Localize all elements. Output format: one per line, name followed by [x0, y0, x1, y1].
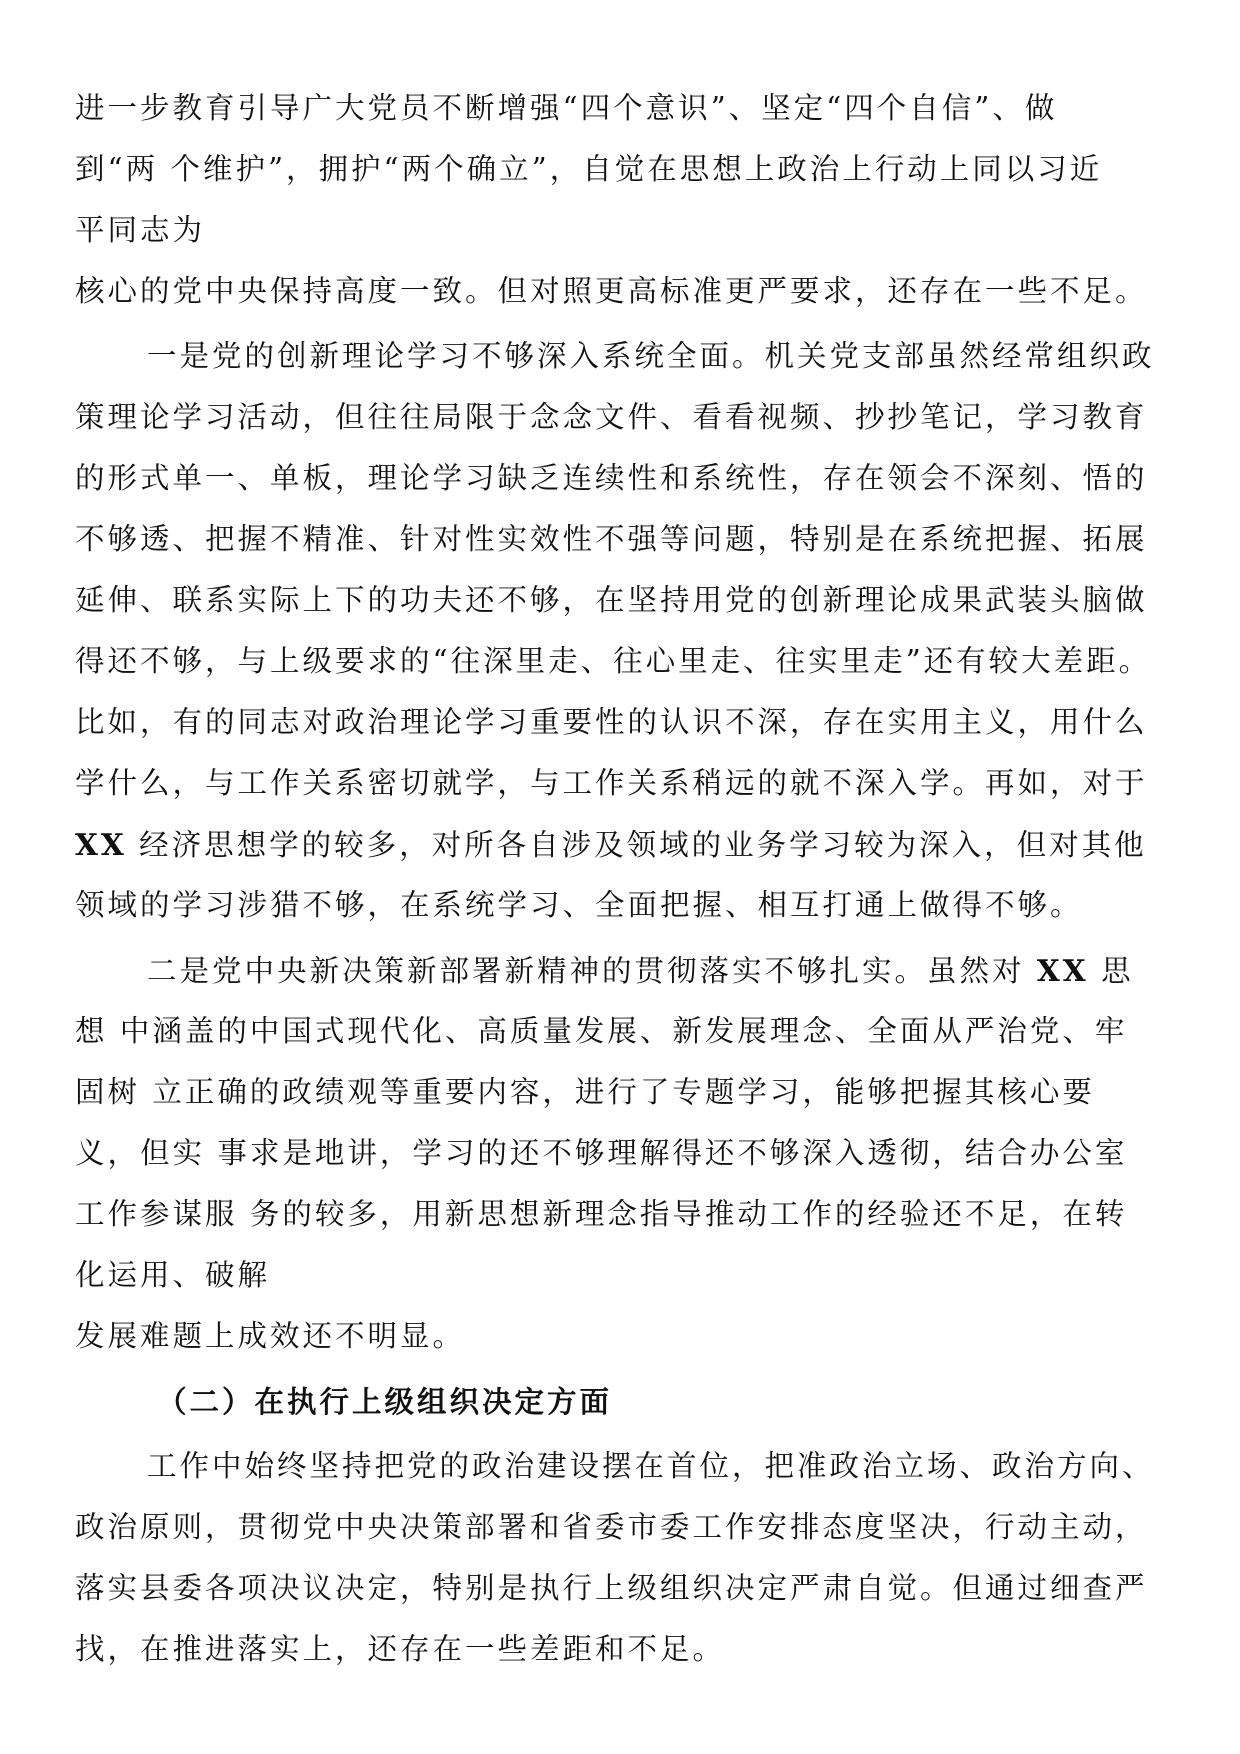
text-line: 想 中涵盖的中国式现代化、高质量发展、新发展理念、全面从严治党、牢: [75, 1014, 1128, 1048]
text-segment: 思: [1101, 954, 1134, 988]
text-line: 化运用、破解: [75, 1258, 271, 1292]
text-line: 找，在推进落实上，还存在一些差距和不足。: [75, 1632, 726, 1666]
text-line: 工作参谋服 务的较多，用新思想新理念指导推动工作的经验还不足，在转: [75, 1197, 1128, 1231]
text-line: [75, 940, 1165, 1001]
placeholder-xx: XX: [1036, 953, 1089, 988]
text-line: 义，但实 事求是地讲，学习的还不够理解得还不够深入透彻，结合办公室: [75, 1136, 1128, 1170]
paragraph-point-one: [75, 326, 1165, 936]
text-line: 到“两 个维护”，拥护“两个确立”，自觉在思想上政治上行动上同以习近: [75, 152, 1103, 186]
text-line: 发展难题上成效还不明显。: [75, 1319, 466, 1353]
text-line: 比如，有的同志对政治理论学习重要性的认识不深，存在实用主义，用什么: [75, 705, 1148, 739]
paragraph-execution: [75, 1436, 1165, 1680]
text-line: 一是党的创新理论学习不够深入系统全面。机关党支部虽然经常组织政: [147, 339, 1155, 373]
text-line: 不够透、把握不精准、针对性实效性不强等问题，特别是在系统把握、拓展: [75, 522, 1148, 556]
text-line: 学什么，与工作关系密切就学，与工作关系稍远的就不深入学。再如，对于: [75, 766, 1148, 800]
text-line: 核心的党中央保持高度一致。但对照更高标准更严要求，还存在一些不足。: [75, 274, 1148, 308]
text-line: [75, 814, 1165, 875]
text-segment: 二是党中央新决策新部署新精神的贯彻落实不够扎实。虽然对: [147, 954, 1025, 988]
text-line: 工作中始终坚持把党的政治建设摆在首位，把准政治立场、政治方向、: [147, 1449, 1155, 1483]
text-line: 进一步教育引导广大党员不断增强“四个意识”、坚定“四个自信”、做: [75, 91, 1058, 125]
paragraph-point-two: [75, 940, 1165, 1367]
text-line: 领域的学习涉猎不够，在系统学习、全面把握、相互打通上做得不够。: [75, 888, 1083, 922]
text-line: 政治原则，贯彻党中央决策部署和省委市委工作安排态度坚决，行动主动，: [75, 1510, 1148, 1544]
text-line: 得还不够，与上级要求的“往深里走、往心里走、往实里走”还有较大差距。: [75, 644, 1152, 678]
text-segment: 经济思想学的较多，对所各自涉及领域的业务学习较为深入，但对其他: [139, 828, 1147, 862]
text-line: 固树 立正确的政绩观等重要内容，进行了专题学习，能够把握其核心要: [75, 1075, 1095, 1109]
paragraph-intro: [75, 78, 1165, 322]
document-page: [75, 78, 1165, 1680]
text-line: 策理论学习活动，但往往局限于念念文件、看看视频、抄抄笔记，学习教育: [75, 400, 1148, 434]
text-line: 的形式单一、单板，理论学习缺乏连续性和系统性，存在领会不深刻、悟的: [75, 461, 1148, 495]
heading-text: （二）在执行上级组织决定方面: [157, 1384, 613, 1419]
placeholder-xx: XX: [75, 827, 127, 862]
text-line: 落实县委各项决议决定，特别是执行上级组织决定严肃自觉。但通过细查严: [75, 1571, 1148, 1605]
text-line: 延伸、联系实际上下的功夫还不够，在坚持用党的创新理论成果武装头脑做: [75, 583, 1148, 617]
section-heading: [75, 1371, 1165, 1432]
text-line: 平同志为: [75, 213, 206, 247]
